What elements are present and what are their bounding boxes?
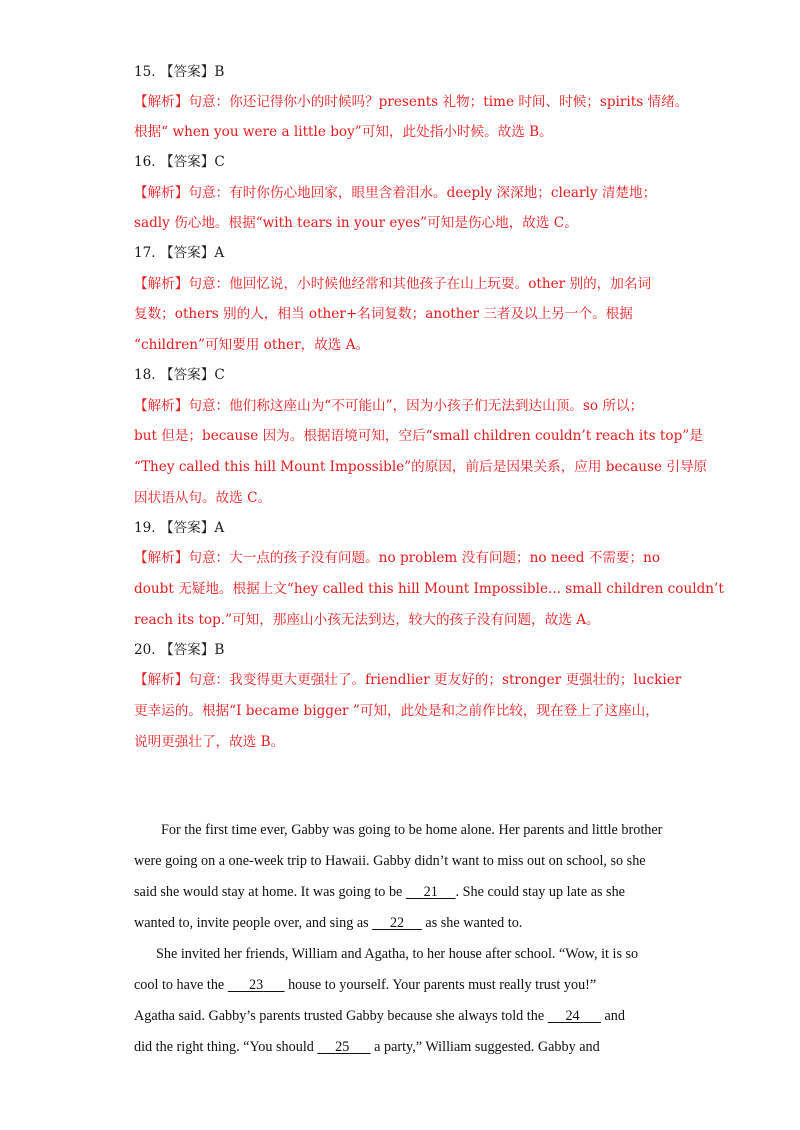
passage-line [134, 913, 670, 933]
answer-heading-18: 18. 【答案】C [134, 367, 225, 383]
passage-line: For the first time ever, Gabby was going to be home alone. Her parents and little brother [161, 822, 663, 838]
passage-line: She invited her friends, William and Agatha, to her house after school. “Wow, it is so [156, 946, 639, 962]
passage-text: Agatha said. Gabby’s parents trusted Gabby because she always told the [134, 1008, 548, 1024]
explanation-line: 更幸运的。根据“I became bigger ”可知，此处是和之前作比较，现在登上了这座山， [134, 703, 659, 719]
explanation-line: 【解析】句意：大一点的孩子没有问题。no problem 没有问题；no need 不需要；no [134, 550, 661, 566]
explanation-line: “They called this hill Mount Impossible”的原因，前后是因果关系，应用 because 引导原 [134, 459, 708, 475]
passage-text: and [600, 1008, 625, 1024]
answer-heading-19: 19. 【答案】A [134, 520, 225, 536]
explanation-line: 【解析】句意：我变得更大更强壮了。friendlier 更友好的；stronger 更强壮的；luckier [134, 672, 682, 688]
passage-line: were going on a one-week trip to Hawaii. Gabby didn’t want to miss out on school, so she [134, 853, 646, 869]
answer-heading-17: 17. 【答案】A [134, 245, 225, 261]
passage-text: cool to have the [134, 977, 228, 993]
explanation-line: 复数；others 别的人，相当 other+名词复数；another 三者及以上另一个。根据 [134, 306, 633, 322]
explanation-line: “children”可知要用 other，故选 A。 [134, 337, 370, 353]
passage-line [134, 882, 670, 902]
blank-21: 21 [423, 884, 438, 900]
passage-text: did the right thing. “You should [134, 1039, 318, 1055]
passage-text: as she wanted to. [421, 915, 523, 931]
blank-24: 24 [565, 1008, 580, 1024]
explanation-line: 【解析】句意：你还记得你小的时候吗？presents 礼物；time 时间、时候；spirits 情绪。 [134, 94, 689, 110]
passage-line [134, 975, 670, 995]
explanation-line: but 但是；because 因为。根据语境可知，空后“small children couldn’t reach its top”是 [134, 428, 703, 444]
explanation-line: 【解析】句意：他回忆说，小时候他经常和其他孩子在山上玩耍。other 别的，加名词 [134, 276, 652, 292]
passage-text: house to yourself. Your parents must really trust you!” [284, 977, 597, 993]
explanation-line: 说明更强壮了，故选 B。 [134, 734, 285, 750]
passage-text: said she would stay at home. It was going to be [134, 884, 406, 900]
blank-25: 25 [335, 1039, 350, 1055]
explanation-line: doubt 无疑地。根据上文“hey called this hill Mount Impossible... small children couldn’t [134, 581, 724, 597]
answer-heading-20: 20. 【答案】B [134, 642, 225, 658]
explanation-line: sadly 伤心地。根据“with tears in your eyes”可知是伤心地，故选 C。 [134, 215, 578, 231]
passage-text: a party,” William suggested. Gabby and [370, 1039, 600, 1055]
explanation-line: 【解析】句意：他们称这座山为“不可能山”，因为小孩子们无法到达山顶。so 所以； [134, 398, 644, 414]
blank-22: 22 [389, 915, 405, 931]
answer-heading-15: 15. 【答案】B [134, 64, 225, 80]
explanation-line: reach its top.”可知，那座山小孩无法到达，较大的孩子没有问题，故选 A。 [134, 612, 600, 628]
explanation-line: 【解析】句意：有时你伤心地回家，眼里含着泪水。deeply 深深地；clearly 清楚地； [134, 185, 657, 201]
passage-text: wanted to, invite people over, and sing as [134, 915, 373, 931]
explanation-line: 根据“ when you were a little boy”可知，此处指小时候。故选 B。 [134, 124, 553, 140]
blank-23: 23 [249, 977, 264, 993]
passage-line [134, 1006, 670, 1026]
passage-line [134, 1037, 670, 1057]
answer-heading-16: 16. 【答案】C [134, 154, 225, 170]
explanation-line: 因状语从句。故选 C。 [134, 490, 272, 506]
passage-text: . She could stay up late as she [455, 884, 625, 900]
